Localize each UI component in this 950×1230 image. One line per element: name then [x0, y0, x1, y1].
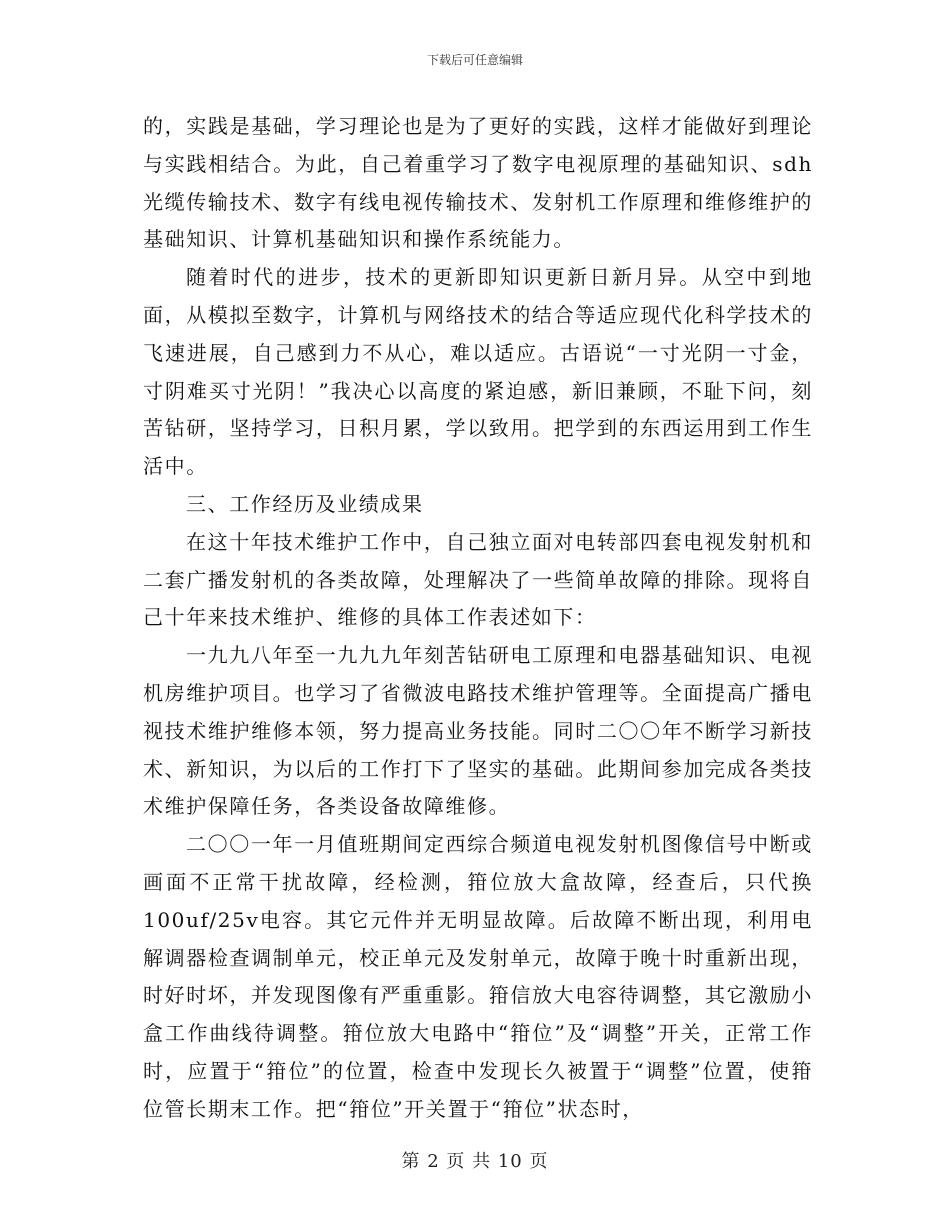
- document-body: [143, 108, 813, 1129]
- paragraph-technology-progress: 随着时代的进步，技术的更新即知识更新日新月异。从空中到地面，从模拟至数字，计算机与网络技术的结合等适应现代化科学技术的飞速进展，自己感到力不从心，难以适应。古语说“一寸光阴一寸金，寸阴难买寸光阴！”我决心以高度的紧迫感，新旧兼顾，不耻下问，刻苦钻研，坚持学习，日积月累，学以致用。把学到的东西运用到工作生活中。: [143, 265, 813, 479]
- paragraph-2001-fault: 二〇〇一年一月值班期间定西综合频道电视发射机图像信号中断或画面不正常干扰故障，经检测，箝位放大盒故障，经查后，只代换100uf/25v电容。其它元件并无明显故障。后故障不断出现，利用电解调器检查调制单元，校正单元及发射单元，故障于晚十时重新出现，时好时坏，并发现图像有严重重影。箝信放大电容待调整，其它激励小盒工作曲线待调整。箝位放大电路中“箝位”及“调整”开关，正常工作时，应置于“箝位”的位置，检查中发现长久被置于“调整”位置，使箝位管长期末工作。把“箝位”开关置于“箝位”状态时，: [143, 832, 813, 1121]
- paragraph-1998-1999: 一九九八年至一九九九年刻苦钻研电工原理和电器基础知识、电视机房维护项目。也学习了省微波电路技术维护管理等。全面提高广播电视技术维护维修本领，努力提高业务技能。同时二〇〇年不断学习新技术、新知识，为以后的工作打下了坚实的基础。此期间参加完成各类技术维护保障任务，各类设备故障维修。: [143, 643, 813, 819]
- page-number-footer: 第 2 页 共 10 页: [401, 1151, 549, 1172]
- page-header: 下载后可任意编辑: [426, 53, 523, 67]
- paragraph-continuation: 的，实践是基础，学习理论也是为了更好的实践，这样才能做好到理论与实践相结合。为此，自己着重学习了数字电视原理的基础知识、sdh光缆传输技术、数字有线电视传输技术、发射机工作原理和维修维护的基础知识、计算机基础知识和操作系统能力。: [143, 114, 813, 252]
- section-heading-work-experience: 三、工作经历及业绩成果: [186, 491, 424, 516]
- paragraph-maintenance-overview: 在这十年技术维护工作中，自己独立面对电转部四套电视发射机和二套广播发射机的各类故障，处理解决了一些简单故障的排除。现将自己十年来技术维护、维修的具体工作表述如下：: [143, 529, 813, 630]
